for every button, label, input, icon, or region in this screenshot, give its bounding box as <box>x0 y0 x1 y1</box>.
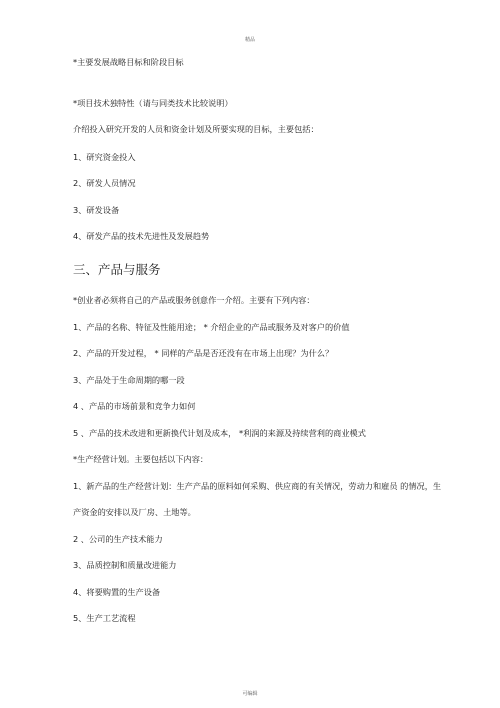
text-line: 1、新产品的生产经营计划：生产产品的原料如何采购、供应商的有关情况，劳动力和雇员 的情况，生 <box>73 481 442 491</box>
text-line: 4、研发产品的技术先进性及发展趋势 <box>73 231 210 241</box>
text-line: 4、将要购置的生产设备 <box>73 587 161 597</box>
text-line: 4 、产品的市场前景和竞争力如何 <box>73 401 196 411</box>
text-line: 2、产品的开发过程， * 同样的产品是否还没有在市场上出现？为什么？ <box>73 348 334 358</box>
text-line: 5 、产品的技术改进和更新换代计划及成本， *利润的来源及持续营利的商业模式 <box>73 428 366 438</box>
text-line: 5、生产工艺流程 <box>73 613 136 623</box>
text-line: 1、研究资金投入 <box>73 152 136 162</box>
text-line: *项目技术独特性（请与同类技术比较说明） <box>73 98 233 108</box>
text-line: 产资金的安排以及厂房、土地等。 <box>73 507 196 517</box>
text-line: 1、产品的名称、特征及性能用途； * 介绍企业的产品或服务及对客户的价值 <box>73 322 350 332</box>
section-heading: 三、产品与服务 <box>73 262 161 277</box>
text-line: 介绍投入研究开发的人员和资金计划及所要实现的目标，主要包括： <box>73 124 319 134</box>
text-line: 3、品质控制和质量改进能力 <box>73 560 177 570</box>
text-line: 3、产品处于生命周期的哪一段 <box>73 375 185 385</box>
text-line: *主要发展战略目标和阶段目标 <box>73 57 184 67</box>
text-line: 2、研发人员情况 <box>73 178 136 188</box>
page-footer: 可编辑 <box>242 691 258 697</box>
text-line: *创业者必须将自己的产品或服务创意作一介绍。主要有下列内容： <box>73 295 315 305</box>
text-line: 3、研发设备 <box>73 205 120 215</box>
text-line: *生产经营计划。主要包括以下内容： <box>73 454 209 464</box>
text-line: 2 、公司的生产技术能力 <box>73 534 163 544</box>
page-header: 精品 <box>244 37 255 43</box>
